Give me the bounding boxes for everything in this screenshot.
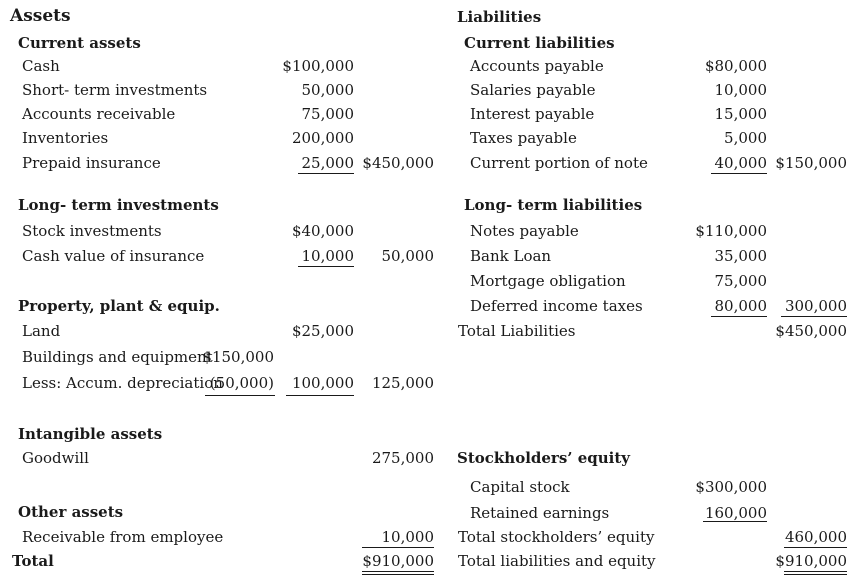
long-term-liabilities-heading: Long- term liabilities	[464, 196, 643, 214]
total-liabilities-equity-amount: $910,000	[775, 552, 847, 570]
underline	[362, 547, 434, 548]
total-equity-amount: 460,000	[784, 528, 847, 546]
liability-amount-interest-payable: 15,000	[714, 105, 767, 123]
ppe-total: 125,000	[371, 374, 434, 392]
underline	[784, 571, 847, 572]
underline	[298, 266, 354, 267]
underline	[205, 395, 275, 396]
liability-amount-notes-payable: $110,000	[695, 222, 767, 240]
assets-heading: Assets	[10, 6, 71, 26]
equity-amount-capital-stock: $300,000	[695, 478, 767, 496]
underline	[784, 574, 847, 575]
asset-label-stock-investments: Stock investments	[22, 222, 162, 240]
current-liabilities-total: $150,000	[775, 154, 847, 172]
underline	[784, 547, 847, 548]
assets-total-label: Total	[12, 552, 54, 570]
liability-amount-current-portion-note: 40,000	[714, 154, 767, 172]
asset-amount-receivable-employee: 10,000	[381, 528, 434, 546]
asset-amount-net-buildings: 100,000	[291, 374, 354, 392]
current-assets-heading: Current assets	[18, 34, 141, 52]
asset-amount-buildings: $150,000	[202, 348, 274, 366]
asset-amount-receivable: 75,000	[301, 105, 354, 123]
asset-label-receivable: Accounts receivable	[22, 105, 176, 123]
liability-label-accounts-payable: Accounts payable	[470, 57, 604, 75]
total-liabilities-equity-label: Total liabilities and equity	[458, 552, 656, 570]
asset-amount-stock-investments: $40,000	[291, 222, 354, 240]
liabilities-heading: Liabilities	[457, 8, 542, 26]
long-term-liabilities-total: 300,000	[784, 297, 847, 315]
asset-amount-cash: $100,000	[282, 57, 354, 75]
asset-amount-land: $25,000	[291, 322, 354, 340]
intangible-assets-heading: Intangible assets	[18, 425, 163, 443]
current-assets-total: $450,000	[362, 154, 434, 172]
underline	[711, 316, 767, 317]
asset-amount-goodwill: 275,000	[371, 449, 434, 467]
current-liabilities-heading: Current liabilities	[464, 34, 615, 52]
asset-label-receivable-employee: Receivable from employee	[22, 528, 224, 546]
asset-amount-accum-depreciation: (50,000)	[209, 374, 274, 392]
liability-amount-salaries-payable: 10,000	[714, 81, 767, 99]
asset-label-goodwill: Goodwill	[22, 449, 89, 467]
liability-label-current-portion-note: Current portion of note	[470, 154, 648, 172]
liability-amount-accounts-payable: $80,000	[704, 57, 767, 75]
underline	[298, 173, 354, 174]
equity-amount-retained-earnings: 160,000	[704, 504, 767, 522]
underline	[703, 521, 767, 522]
asset-label-buildings: Buildings and equipment	[22, 348, 213, 366]
liability-amount-deferred-taxes: 80,000	[714, 297, 767, 315]
ppe-heading: Property, plant & equip.	[18, 297, 220, 315]
asset-label-short-term: Short- term investments	[22, 81, 208, 99]
asset-label-land: Land	[22, 322, 61, 340]
long-term-investments-total: 50,000	[381, 247, 434, 265]
asset-amount-prepaid: 25,000	[301, 154, 354, 172]
asset-amount-inventories: 200,000	[291, 129, 354, 147]
asset-label-accum-depreciation: Less: Accum. depreciation	[22, 374, 223, 392]
asset-amount-short-term: 50,000	[301, 81, 354, 99]
assets-total-amount: $910,000	[362, 552, 434, 570]
asset-label-inventories: Inventories	[22, 129, 109, 147]
stockholders-equity-heading: Stockholders’ equity	[457, 449, 631, 467]
liability-label-salaries-payable: Salaries payable	[470, 81, 596, 99]
liability-label-notes-payable: Notes payable	[470, 222, 579, 240]
underline	[711, 173, 767, 174]
asset-amount-cash-value-insurance: 10,000	[301, 247, 354, 265]
total-liabilities-label: Total Liabilities	[458, 322, 576, 340]
underline	[362, 574, 434, 575]
total-equity-label: Total stockholders’ equity	[458, 528, 655, 546]
liability-label-deferred-taxes: Deferred income taxes	[470, 297, 643, 315]
asset-label-cash-value-insurance: Cash value of insurance	[22, 247, 205, 265]
other-assets-heading: Other assets	[18, 503, 124, 521]
liability-label-mortgage: Mortgage obligation	[470, 272, 626, 290]
equity-label-capital-stock: Capital stock	[470, 478, 570, 496]
liability-amount-bank-loan: 35,000	[714, 247, 767, 265]
underline	[362, 571, 434, 572]
underline	[781, 316, 847, 317]
equity-label-retained-earnings: Retained earnings	[470, 504, 610, 522]
underline	[286, 395, 354, 396]
liability-label-taxes-payable: Taxes payable	[470, 129, 577, 147]
liability-label-interest-payable: Interest payable	[470, 105, 595, 123]
asset-label-prepaid: Prepaid insurance	[22, 154, 161, 172]
long-term-investments-heading: Long- term investments	[18, 196, 219, 214]
liability-label-bank-loan: Bank Loan	[470, 247, 552, 265]
total-liabilities-amount: $450,000	[775, 322, 847, 340]
liability-amount-mortgage: 75,000	[714, 272, 767, 290]
asset-label-cash: Cash	[22, 57, 60, 75]
liability-amount-taxes-payable: 5,000	[724, 129, 767, 147]
